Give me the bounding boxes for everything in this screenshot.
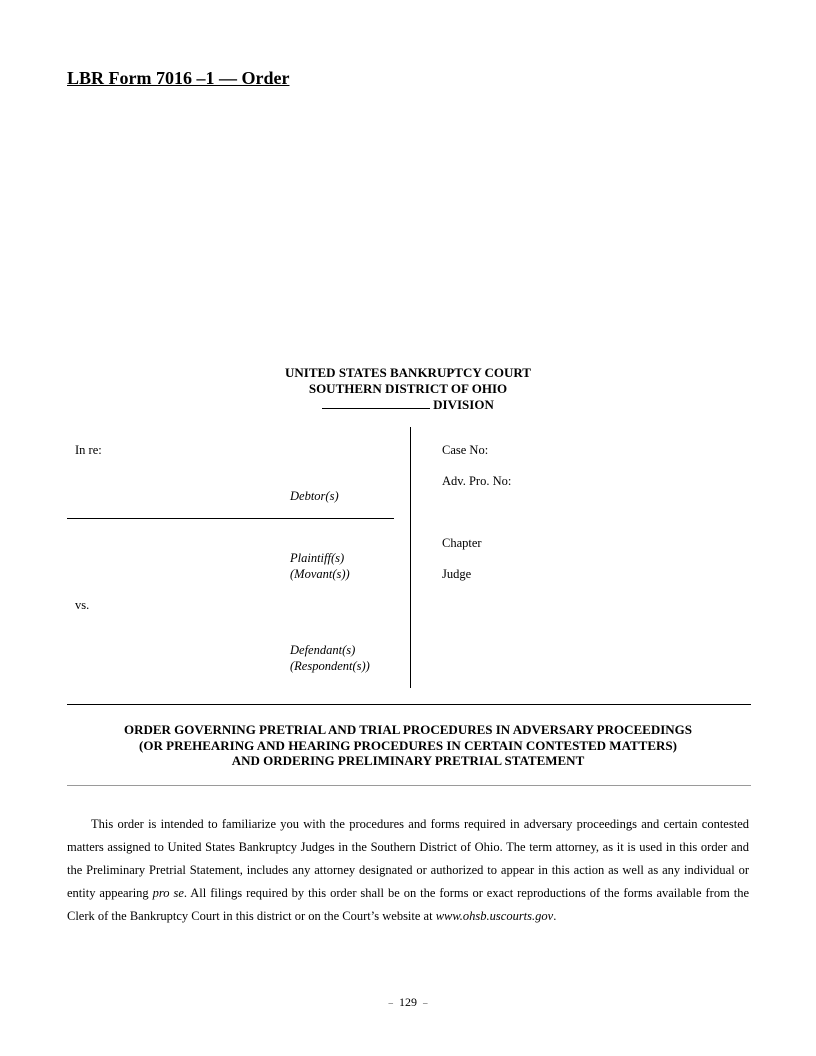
form-title: LBR Form 7016 –1 — Order: [67, 68, 290, 88]
page-footer: [0, 995, 816, 1010]
caption-divider: [410, 427, 411, 688]
adversary-proceeding-number-label: Adv. Pro. No:: [442, 474, 512, 488]
order-title-top-rule: [67, 704, 751, 705]
footer-dash-right: –: [423, 998, 428, 1008]
in-re-label: In re:: [75, 443, 102, 457]
respondent-label: (Respondent(s)): [290, 659, 370, 673]
court-name: UNITED STATES BANKRUPTCY COURT: [285, 365, 531, 380]
order-title-bottom-rule: [67, 785, 751, 786]
versus-label: vs.: [75, 598, 90, 612]
division-label: DIVISION: [433, 397, 494, 412]
intro-text-part-1: This order is intended to familiarize you with the procedures and forms required in adversary proceedings and certain contested matters assigned to United States Bankruptcy Judges in the Southern District of Ohio. The term attorney, as it is used in this order and the Preliminary Pretrial Statement, includes any attorney designated or authorized to appear in this action as well as any individual or entity appearing: [67, 817, 749, 900]
plaintiff-label: Plaintiff(s): [290, 551, 345, 565]
intro-text-ending: .: [553, 909, 557, 923]
defendant-label: Defendant(s): [290, 643, 356, 657]
case-number-label: Case No:: [442, 443, 489, 457]
movant-label: (Movant(s)): [290, 567, 350, 581]
footer-dash-left: –: [388, 998, 393, 1008]
page-number: 129: [399, 995, 417, 1009]
order-title-line-1: ORDER GOVERNING PRETRIAL AND TRIAL PROCEDURES IN ADVERSARY PROCEEDINGS: [123, 722, 693, 737]
court-website-text: www.ohsb.uscourts.gov: [435, 909, 554, 923]
pro-se-term: pro se: [152, 886, 184, 900]
intro-paragraph: [67, 813, 749, 928]
division-blank-line: [322, 397, 430, 409]
debtor-label: Debtor(s): [290, 489, 339, 503]
order-title-line-3: AND ORDERING PRELIMINARY PRETRIAL STATEMENT: [231, 753, 585, 768]
judge-label: Judge: [442, 567, 472, 581]
court-district: SOUTHERN DISTRICT OF OHIO: [308, 381, 508, 396]
intro-text-part-2: . All filings required by this order shall be on the forms or exact reproductions of the forms available from the Clerk of the Bankruptcy Court in this district or on the Court’s website at: [67, 886, 750, 923]
debtor-separator-line: [67, 518, 394, 519]
order-title-line-2: (OR PREHEARING AND HEARING PROCEDURES IN CERTAIN CONTESTED MATTERS): [139, 738, 677, 753]
chapter-label: Chapter: [442, 536, 482, 550]
court-division: [0, 397, 816, 413]
